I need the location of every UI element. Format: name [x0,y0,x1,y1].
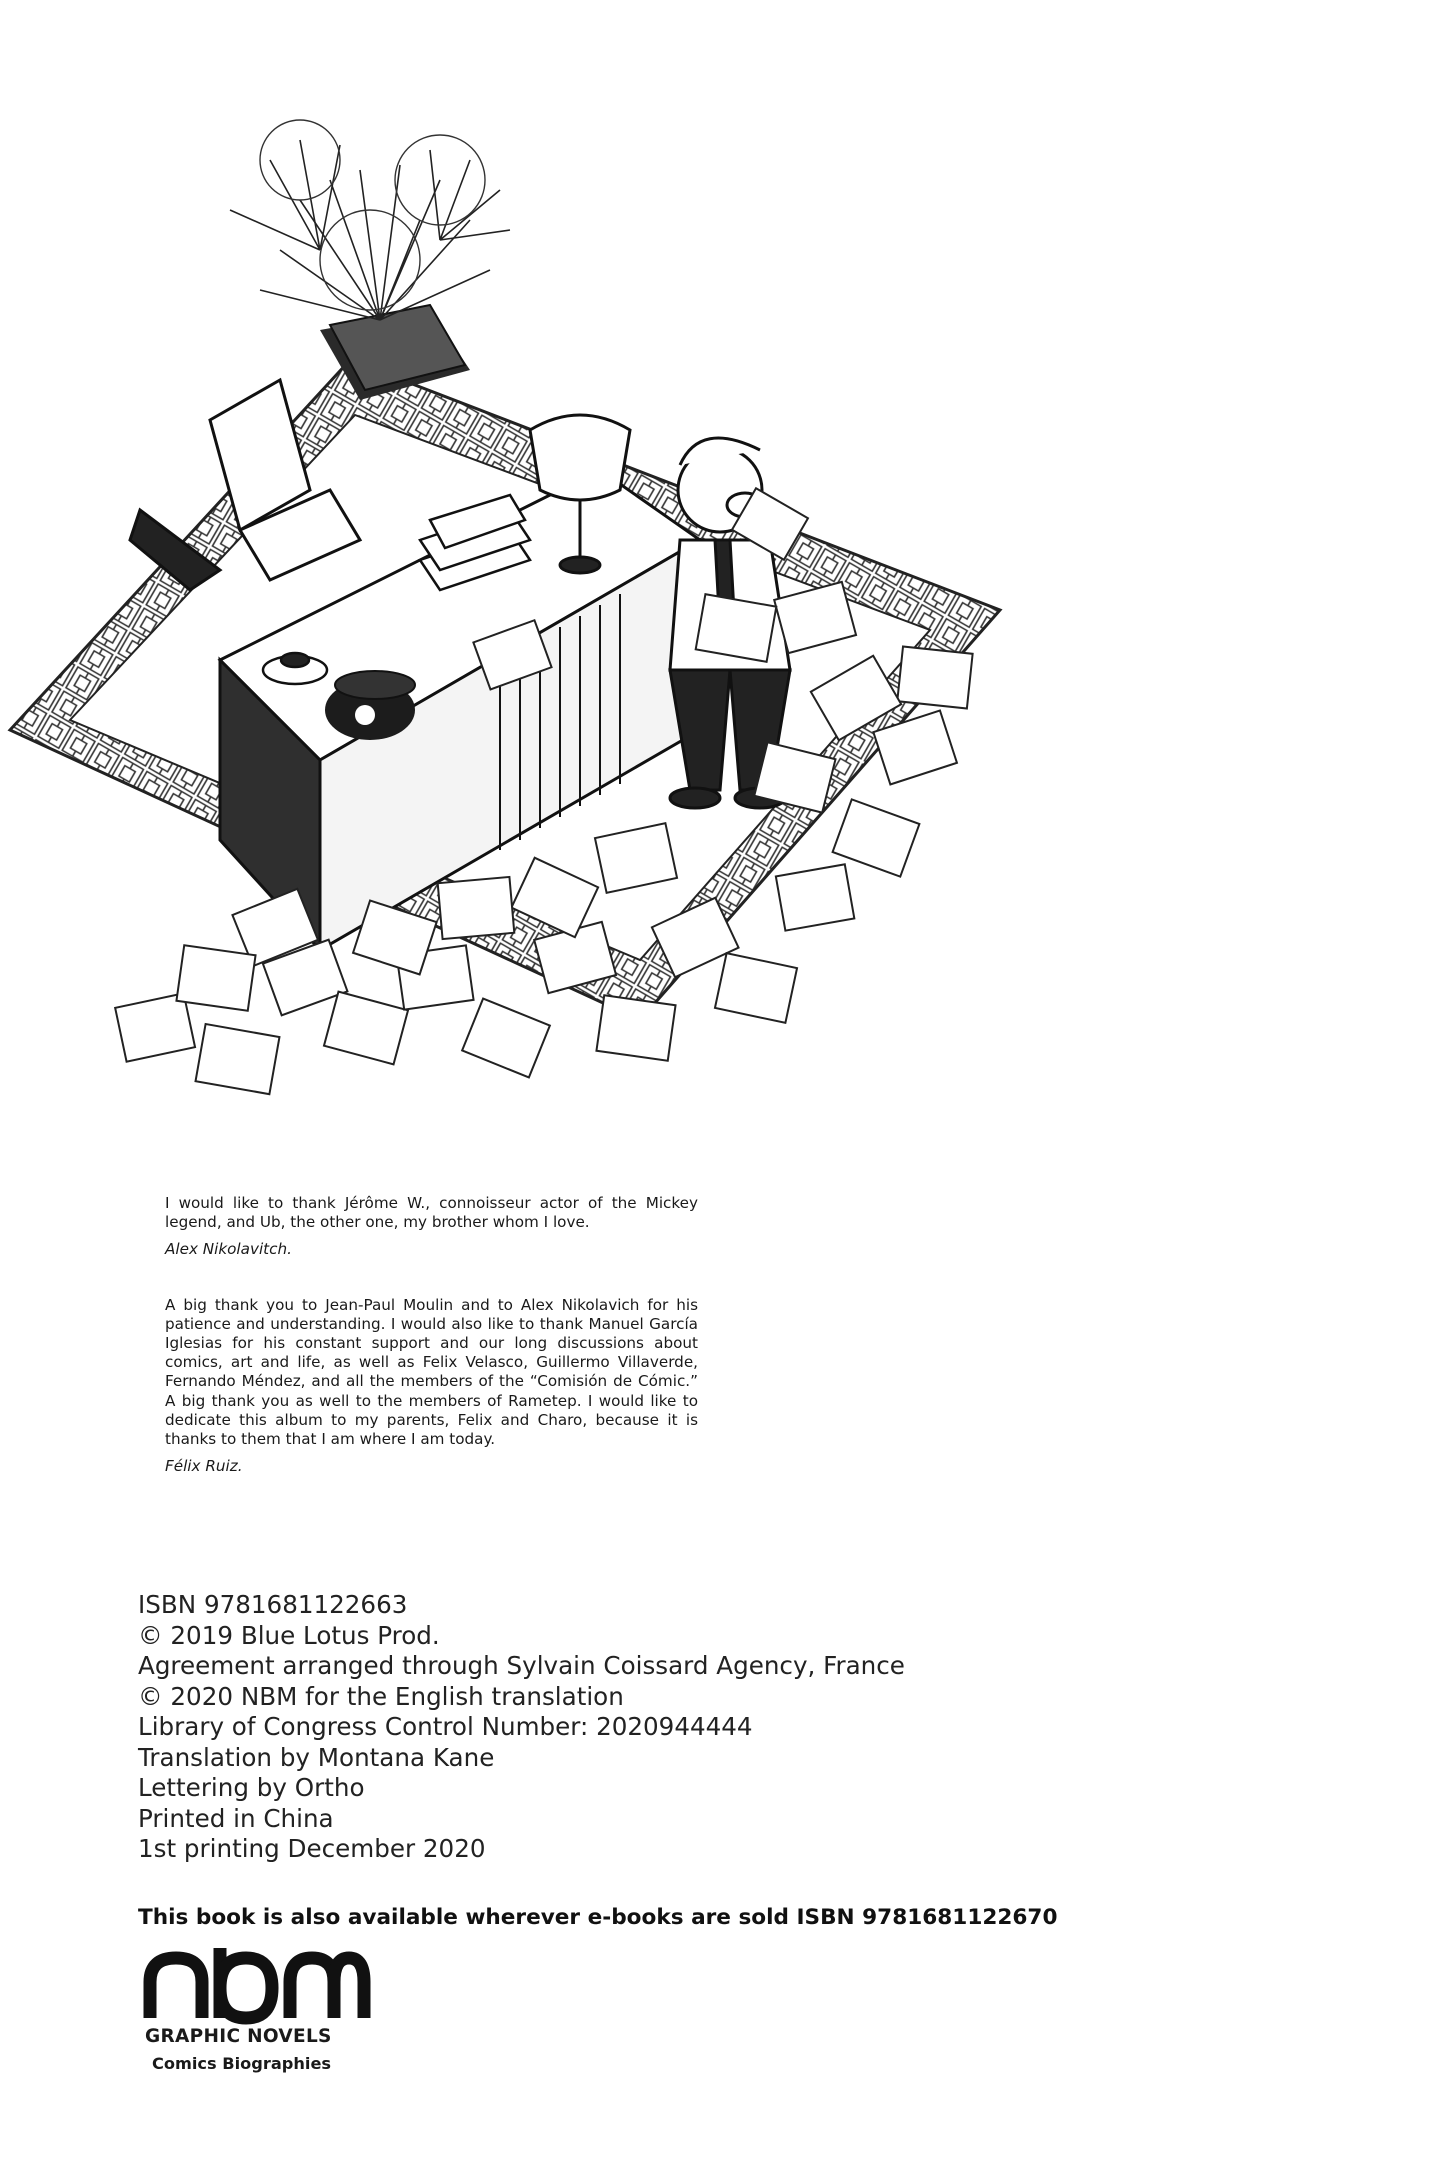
credit-line: © 2019 Blue Lotus Prod. [138,1620,440,1650]
copyright-credits [138,1590,1038,1865]
office-illustration [0,70,1010,1150]
acknowledgements [165,1194,698,1476]
credit-line: Printed in China [138,1803,334,1833]
telephone [325,671,415,740]
ruiz-signature: Félix Ruiz. [165,1457,243,1476]
credit-line: Translation by Montana Kane [138,1742,495,1772]
credit-line: 1st printing December 2020 [138,1834,486,1863]
plant [230,120,510,400]
ebook-notice: This book is also available wherever e-books are sold ISBN 9781681122670 [138,1905,1058,1930]
credit-line: Lettering by Ortho [138,1773,365,1802]
logo-comics-biographies: Comics Biographies [152,2054,332,2073]
credit-line: ISBN 9781681122663 [138,1590,408,1619]
credit-line: © 2020 NBM for the English translation [138,1681,624,1711]
logo-graphic-novels: GRAPHIC NOVELS [145,2026,332,2047]
credit-line: Library of Congress Control Number: 2020944444 [138,1712,753,1741]
nikolavitch-signature: Alex Nikolavitch. [165,1240,292,1259]
ruiz-thanks: A big thank you to Jean-Paul Moulin and to Alex Nikolavich for his patience and understanding. I would also like to thank Manuel García Iglesias for his constant support and our long discussions about comics, art and life, as well as Felix Velasco, Guillermo Villaverde, Fernando Méndez, and all the members of the “Comisión de Cómic.” A big thank you as well to the members of Rametep. I would like to dedicate this album to my parents, Felix and Charo, because it is thanks to them that I am where I am today. [165,1295,698,1449]
nikolavitch-thanks: I would like to thank Jérôme W., connoisseur actor of the Mickey legend, and Ub, the other one, my brother whom I love. [165,1194,698,1232]
credit-line: Agreement arranged through Sylvain Coissard Agency, France [138,1651,905,1680]
